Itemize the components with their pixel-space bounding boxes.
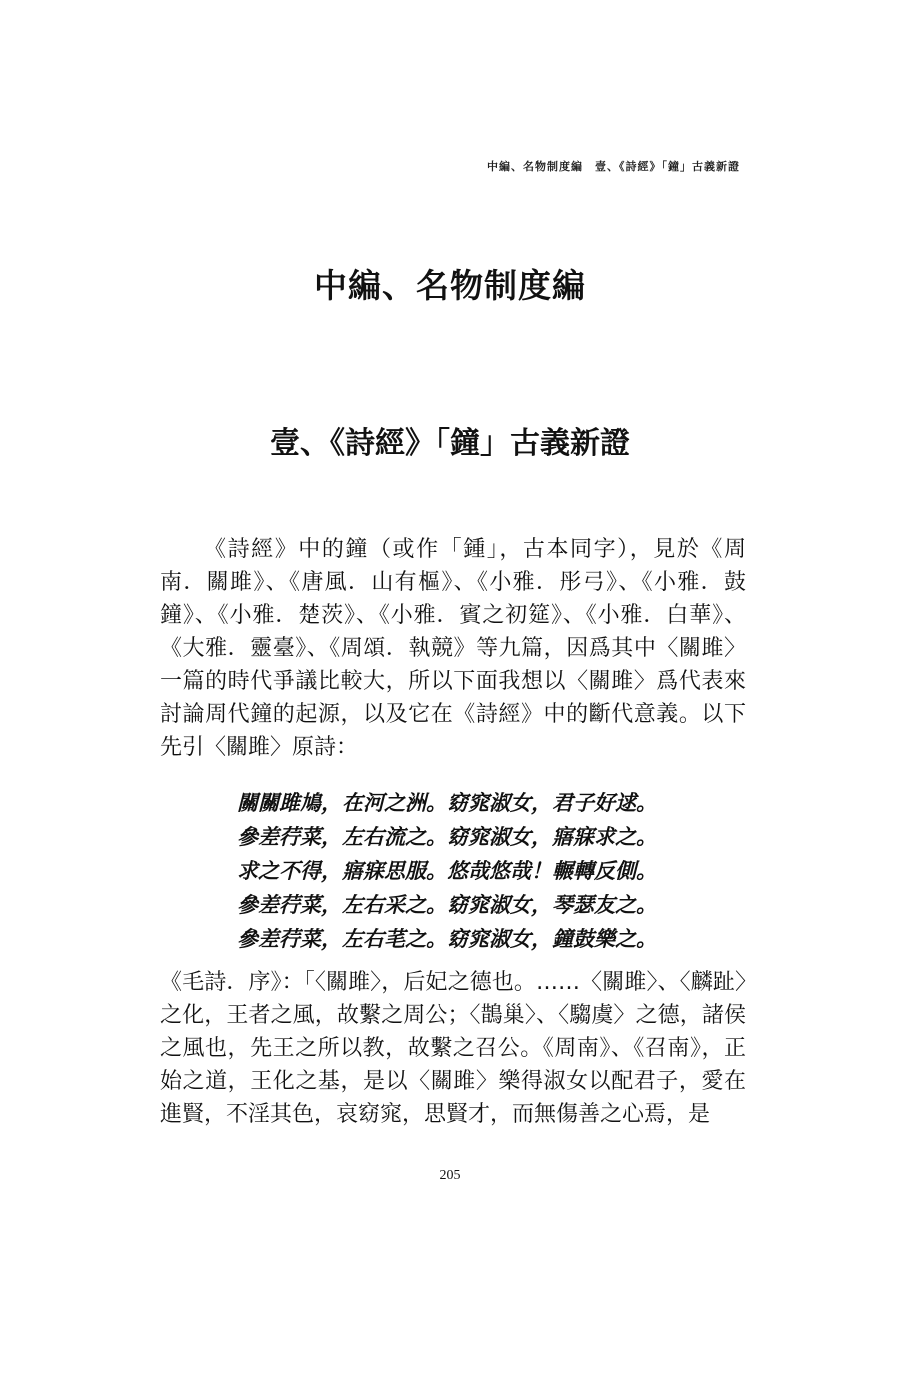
- poem-line: 參差荇菜，左右采之。窈窕淑女，琴瑟友之。: [237, 892, 657, 917]
- intro-paragraph: 《詩經》中的鐘（或作「鍾」，古本同字），見於《周南．關雎》、《唐風．山有樞》、《小雅．彤弓》、《小雅．鼓鐘》、《小雅．楚茨》、《小雅．賓之初筵》、《小雅．白華》、《大雅．靈臺》、《周頌．執競》等九篇，因爲其中〈關雎〉一篇的時代爭議比較大，所以下面我想以〈關雎〉爲代表來討論周代鐘的起源，以及它在《詩經》中的斷代意義。以下先引〈關雎〉原詩：: [160, 537, 746, 760]
- running-header: 中編、名物制度編 壹、《詩經》「鐘」古義新證: [487, 160, 740, 173]
- poem-line: 參差荇菜，左右芼之。窈窕淑女，鐘鼓樂之。: [237, 926, 657, 951]
- poem-block: [237, 786, 717, 956]
- poem-line: 求之不得，寤寐思服。悠哉悠哉！輾轉反側。: [237, 858, 657, 883]
- poem-line: 參差荇菜，左右流之。窈窕淑女，寤寐求之。: [237, 824, 657, 849]
- page-number: 205: [439, 1168, 461, 1183]
- poem-line: 關關雎鳩，在河之洲。窈窕淑女，君子好逑。: [237, 790, 657, 815]
- part-title: 中編、名物制度編: [314, 266, 586, 305]
- commentary-paragraph: 《毛詩．序》：「〈關雎〉，后妃之德也。……〈關雎〉、〈麟趾〉之化，王者之風，故繫之周公；〈鵲巢〉、〈騶虞〉之德，諸侯之風也，先王之所以教，故繫之召公。《周南》、《召南》，正始之道，王化之基，是以〈關雎〉樂得淑女以配君子，愛在進賢，不淫其色，哀窈窕，思賢才，而無傷善之心焉，是: [160, 970, 746, 1127]
- chapter-title: 壹、《詩經》「鐘」古義新證: [270, 426, 630, 461]
